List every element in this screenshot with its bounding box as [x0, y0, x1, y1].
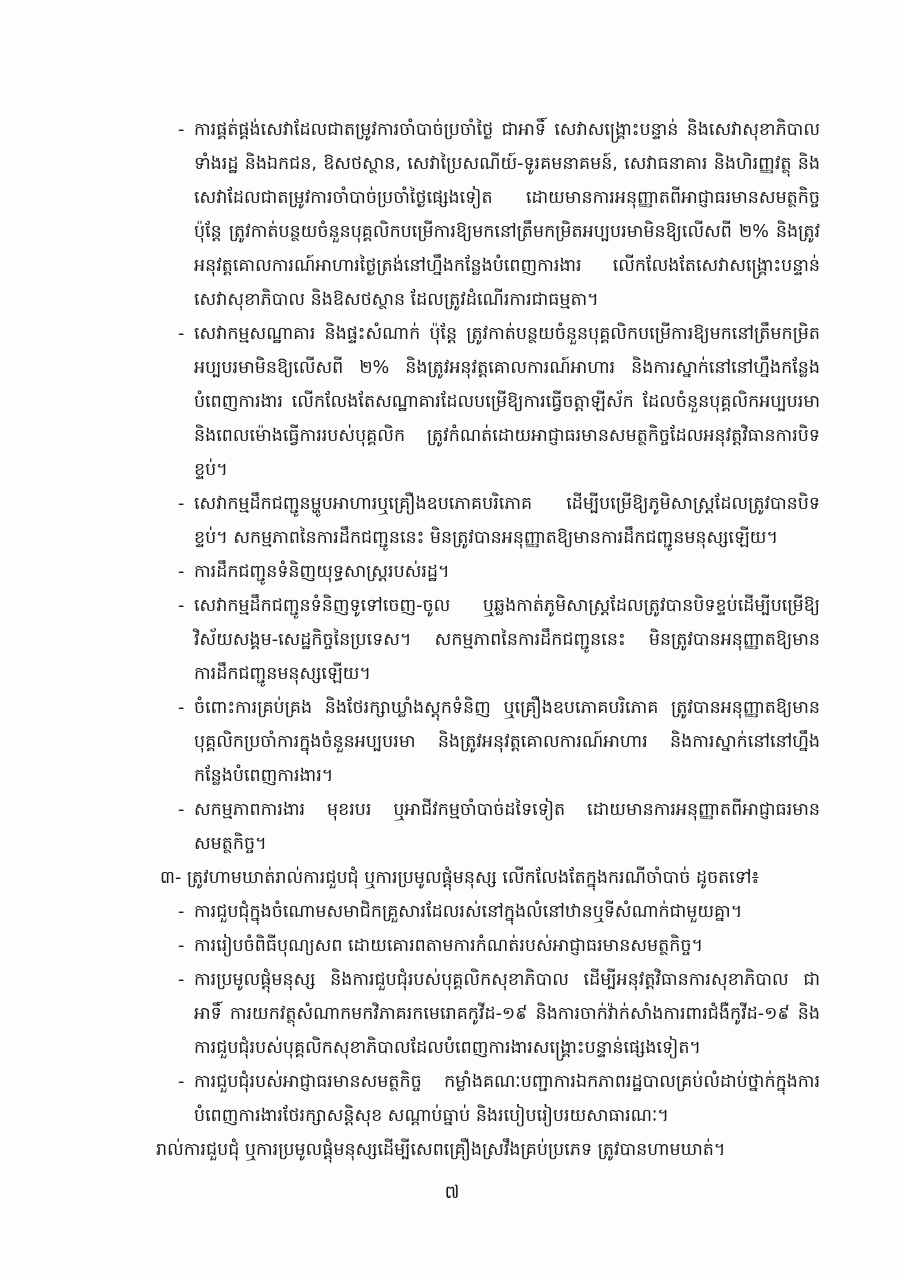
section-3-heading: ៣- ត្រូវហាមឃាត់រាល់ការជួបជុំ ឬការប្រមូលផ្តុំមនុស្ស លើកលែងតែក្នុងករណីចាំបាច់ ដូចតទៅ៖ [160, 868, 760, 888]
list-item: - សេវាកម្មដឹកជញ្ជូនម្ហូបអាហារឬគ្រឿងឧបភោគបរិភោគ ដើម្បីបម្រើឱ្យភូមិសាស្ត្រដែលត្រូវបានបិទខ្ទប់។ សកម្មភាពនៃការដឹកជញ្ជូននេះ មិនត្រូវបានអនុញ្ញាតឱ្យមានការដឹកជញ្ជូនមនុស្សឡើយ។ [178, 487, 820, 555]
list-item: - សកម្មភាពការងារ មុខរបរ ឬអាជីវកម្មចាំបាច់ដទៃទៀត ដោយមានការអនុញ្ញាតពីអាជ្ញាធរមានសមត្ថកិច្ច។ [178, 793, 820, 861]
list-item: - ការរៀបចំពិធីបុណ្យសព ដោយគោរពតាមការកំណត់របស់អាជ្ញាធរមានសមត្ថកិច្ច។ [178, 929, 820, 963]
page-content [156, 113, 820, 1167]
closing-paragraph: រាល់ការជួបជុំ ឬការប្រមូលផ្តុំមនុស្សដើម្បីសេពគ្រឿងស្រវឹងគ្រប់ប្រភេទ ត្រូវបានហាមឃាត់។ [156, 1140, 726, 1160]
list-item: - សេវាកម្មសណ្ឋាគារ និងផ្ទះសំណាក់ ប៉ុន្តែ ត្រូវកាត់បន្ថយចំនួនបុគ្គលិកបម្រើការឱ្យមកនៅត្រឹមកម្រិតអប្បបរមាមិនឱ្យលើសពី ២% និងត្រូវអនុវត្តគោលការណ៍អាហារ និងការស្នាក់នៅនៅហ្នឹងកន្លែងបំពេញការងារ លើកលែងតែសណ្ឋាគារដែលបម្រើឱ្យការធ្វើចត្តាឡីស័ក ដែលចំនួនបុគ្គលិកអប្បបរមា និងពេលម៉ោងធ្វើការរបស់បុគ្គលិក ត្រូវកំណត់ដោយអាជ្ញាធរមានសមត្ថកិច្ចដែលអនុវត្តវិធានការបិទខ្ទប់។ [178, 317, 820, 487]
section-3-list [178, 895, 820, 1133]
list-item: - ការដឹកជញ្ជូនទំនិញយុទ្ធសាស្ត្ររបស់រដ្ឋ។ [178, 555, 820, 589]
page-number: ៧ [444, 1182, 460, 1203]
list-item: - ការផ្គត់ផ្គង់សេវាដែលជាតម្រូវការចាំបាច់ប្រចាំថ្ងៃ ជាអាទិ៍ សេវាសង្គ្រោះបន្ទាន់ និងសេវាសុខាភិបាលទាំងរដ្ឋ និងឯកជន, ឱសថស្ថាន, សេវាប្រៃសណីយ៍-ទូរគមនាគមន៍, សេវាធនាគារ និងហិរញ្ញវត្ថុ និងសេវាដែលជាតម្រូវការចាំបាច់ប្រចាំថ្ងៃផ្សេងទៀត ដោយមានការអនុញ្ញាតពីអាជ្ញាធរមានសមត្ថកិច្ច ប៉ុន្តែ ត្រូវកាត់បន្ថយចំនួនបុគ្គលិកបម្រើការឱ្យមកនៅត្រឹមកម្រិតអប្បបរមាមិនឱ្យលើសពី ២% និងត្រូវអនុវត្តគោលការណ៍អាហារថ្ងៃត្រង់នៅហ្នឹងកន្លែងបំពេញការងារ លើកលែងតែសេវាសង្គ្រោះបន្ទាន់ សេវាសុខាភិបាល និងឱសថស្ថាន ដែលត្រូវដំណើរការជាធម្មតា។ [178, 113, 820, 317]
list-item: - ការជួបជុំក្នុងចំណោមសមាជិកគ្រួសារដែលរស់នៅក្នុងលំនៅឋានឬទីសំណាក់ជាមួយគ្នា។ [178, 895, 820, 929]
list-item: - ចំពោះការគ្រប់គ្រង និងថែរក្សាឃ្លាំងស្តុកទំនិញ ឬគ្រឿងឧបភោគបរិភោគ ត្រូវបានអនុញ្ញាតឱ្យមានបុគ្គលិកប្រចាំការក្នុងចំនួនអប្បបរមា និងត្រូវអនុវត្តគោលការណ៍អាហារ និងការស្នាក់នៅនៅហ្នឹងកន្លែងបំពេញការងារ។ [178, 691, 820, 793]
allowed-services-list [178, 113, 820, 861]
list-item: - ការប្រមូលផ្តុំមនុស្ស និងការជួបជុំរបស់បុគ្គលិកសុខាភិបាល ដើម្បីអនុវត្តវិធានការសុខាភិបាល ជាអាទិ៍ ការយកវត្ថុសំណាកមកវិភាគរកមេរោគកូវីដ-១៩ និងការចាក់វ៉ាក់សាំងការពារជំងឺកូវីដ-១៩ និងការជួបជុំរបស់បុគ្គលិកសុខាភិបាលដែលបំពេញការងារសង្គ្រោះបន្ទាន់ផ្សេងទៀត។ [178, 963, 820, 1065]
list-item: - សេវាកម្មដឹកជញ្ជូនទំនិញទូទៅចេញ-ចូល ឬឆ្លងកាត់ភូមិសាស្ត្រដែលត្រូវបានបិទខ្ទប់ដើម្បីបម្រើឱ្យវិស័យសង្គម-សេដ្ឋកិច្ចនៃប្រទេស។ សកម្មភាពនៃការដឹកជញ្ជូននេះ មិនត្រូវបានអនុញ្ញាតឱ្យមានការដឹកជញ្ជូនមនុស្សឡើយ។ [178, 589, 820, 691]
list-item: - ការជួបជុំរបស់អាជ្ញាធរមានសមត្ថកិច្ច កម្លាំងគណៈបញ្ជាការឯកភាពរដ្ឋបាលគ្រប់លំដាប់ថ្នាក់ក្នុងការបំពេញការងារថែរក្សាសន្តិសុខ សណ្តាប់ធ្នាប់ និងរបៀបរៀបរយសាធារណៈ។ [178, 1065, 820, 1133]
